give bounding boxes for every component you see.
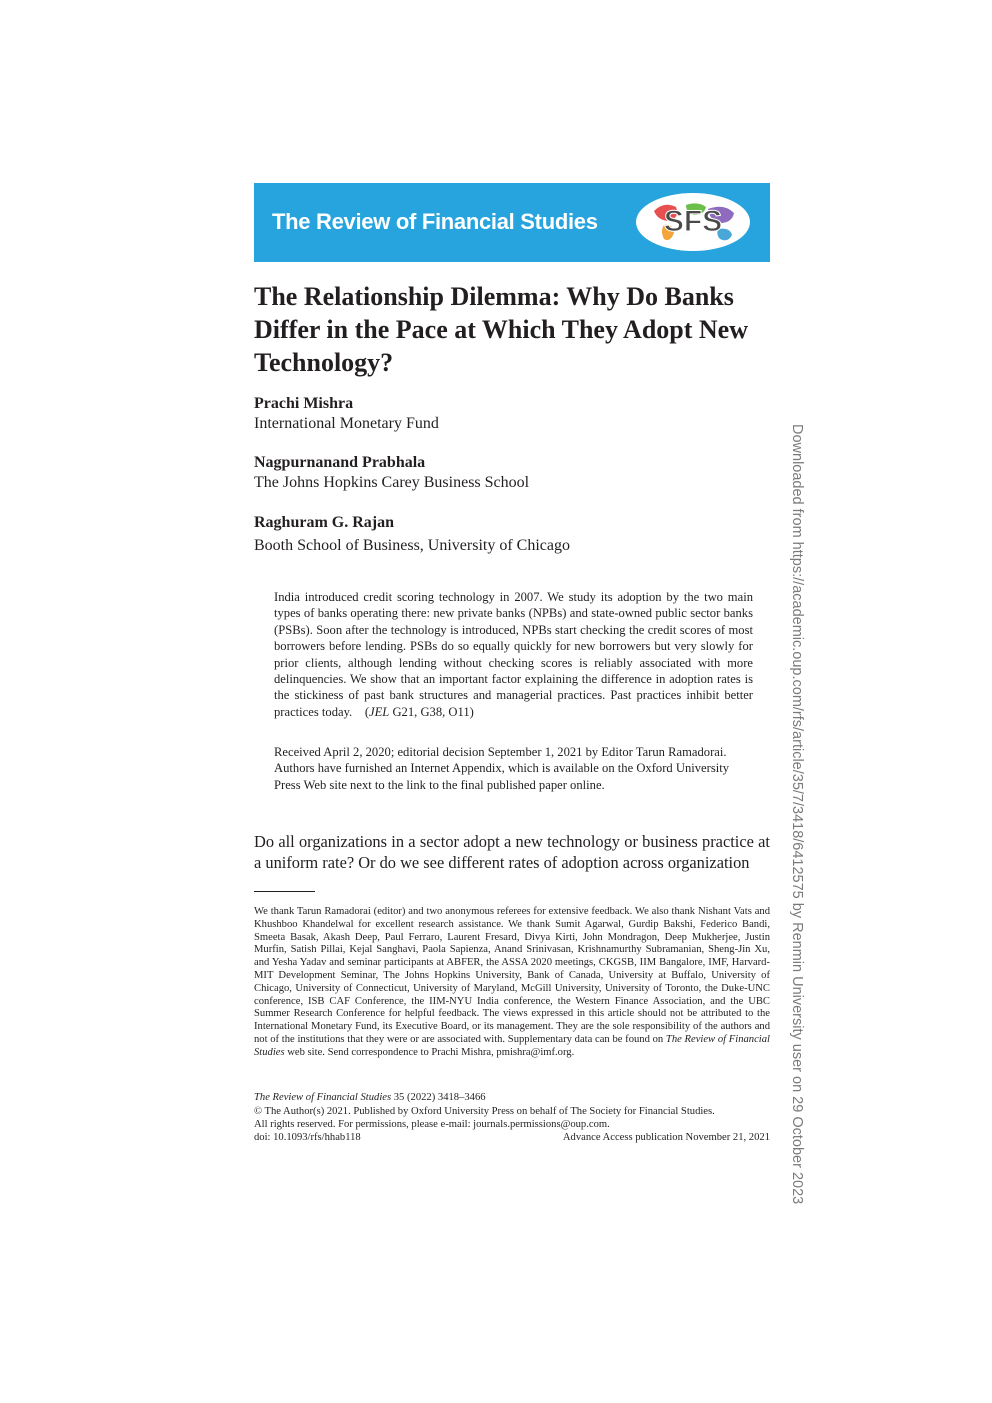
author-affiliation: The Johns Hopkins Carey Business School [254,474,530,491]
author-name: Prachi Mishra [254,395,354,412]
journal-name: The Review of Financial Studies [272,209,598,234]
author-name: Raghuram G. Rajan [254,514,395,531]
jel-label: JEL [369,704,390,719]
acknowledgement-footnote [254,906,770,1060]
footnote-text-end: web site. Send correspondence to Prachi Mishra, pmishra@imf.org. [284,1046,575,1058]
citation-line [254,1092,486,1103]
author-affiliation: Booth School of Business, University of Chicago [254,537,570,554]
article-title: The Relationship Dilemma: Why Do Banks Differ in the Pace at Which They Adopt New Technology? [254,282,748,377]
author-name: Nagpurnanand Prabhala [254,454,426,471]
doi-row [254,1132,770,1143]
body-paragraph: Do all organizations in a sector adopt a new technology or business practice at a uniform rate? Or do we see different rates of adoption across organization [254,832,770,872]
received-note: Received April 2, 2020; editorial decision September 1, 2021 by Editor Tarun Ramadorai. Authors have furnished an Internet Appendix, which is available on the Oxford University Press Web site next to the link to the final published paper online. [274,745,730,792]
citation-volume: 35 (2022) 3418–3466 [391,1092,486,1103]
copyright-line: © The Author(s) 2021. Published by Oxford University Press on behalf of The Society for Financial Studies. [254,1106,715,1117]
citation-journal: The Review of Financial Studies [254,1092,392,1103]
logo-text: SFS [663,205,723,238]
sfs-logo [634,191,752,253]
doi: doi: 10.1093/rfs/hhab118 [254,1132,361,1143]
footnote-text: We thank Tarun Ramadorai (editor) and two anonymous referees for extensive feedback. We also thank Nishant Vats and Khushboo Khandelwal for excellent research assistance. We thank Sumit Agarwal, Gurdip Bakshi, Federico Bandi, Smeeta Basak, Akash Deep, Paul Ferraro, Laurent Fresard, Divya Kirti, John Mondragon, Deep Mukherjee, Justin Murfin, Satish Pillai, Kejal Sanghavi, Paola Sapienza, Anand Srinivasan, Krishnamurthy Subramanian, Sheng-Jin Xu, and Yesha Yadav and seminar participants at ABFER, the ASSA 2020 meetings, CKGSB, IIM Bangalore, IMF, Harvard-MIT Development Seminar, The Johns Hopkins University, Bank of Canada, University at Buffalo, University of Chicago, University of Connecticut, University of Maryland, McGill University, University of Toronto, the Duke-UNC conference, ISB CAF Conference, the IIM-NYU India conference, the Western Finance Association, and the UBC Summer Research Conference for helpful feedback. The views expressed in this article should not be attributed to the International Monetary Fund, its Executive Board, or its management. They are the sole responsibility of the authors and not of the institutions that they were or are associated with. Supplementary data can be found on [254,906,770,1045]
footnote-journal: The Review of Financial Studies [254,1033,770,1058]
author-affiliation: International Monetary Fund [254,415,439,432]
abstract-text: India introduced credit scoring technology in 2007. We study its adoption by the two main types of banks operating there: new private banks (NPBs) and state-owned public sector banks (PSBs). Soon after the technology is introduced, NPBs start checking the credit scores of most borrowers before lending. PSBs do so equally quickly for new borrowers but very slowly for prior clients, although lending without checking scores is reliably associated with more delinquencies. We show that an important factor explaining the difference in adoption rates is the stickiness of past bank structures and managerial practices. Past practices inhibit better practices today. [274,590,753,719]
advance-access: Advance Access publication November 21, 2021 [562,1132,770,1143]
abstract: India introduced credit scoring technology in 2007. We study its adoption by the two main types of banks operating there: new private banks (NPBs) and state-owned public sector banks (PSBs). Soon after the technology is introduced, NPBs start checking the credit scores of most borrowers before lending. PSBs do so equally quickly for new borrowers but very slowly for prior clients, although lending without checking scores is reliably associated with more delinquencies. We show that an important factor explaining the difference in adoption rates is the stickiness of past bank structures and managerial practices. Past practices inhibit better practices today. (JEL G21, G38, O11) [274,590,753,719]
rights-line: All rights reserved. For permissions, please e-mail: journals.permissions@oup.com. [254,1119,610,1130]
download-watermark: Downloaded from https://academic.oup.com/rfs/article/35/7/3418/6412575 by Renmin University user on 29 October 2023 [789,424,805,1205]
journal-banner [254,183,770,262]
footnote-divider [254,891,315,892]
jel-codes: G21, G38, O11) [389,704,474,719]
